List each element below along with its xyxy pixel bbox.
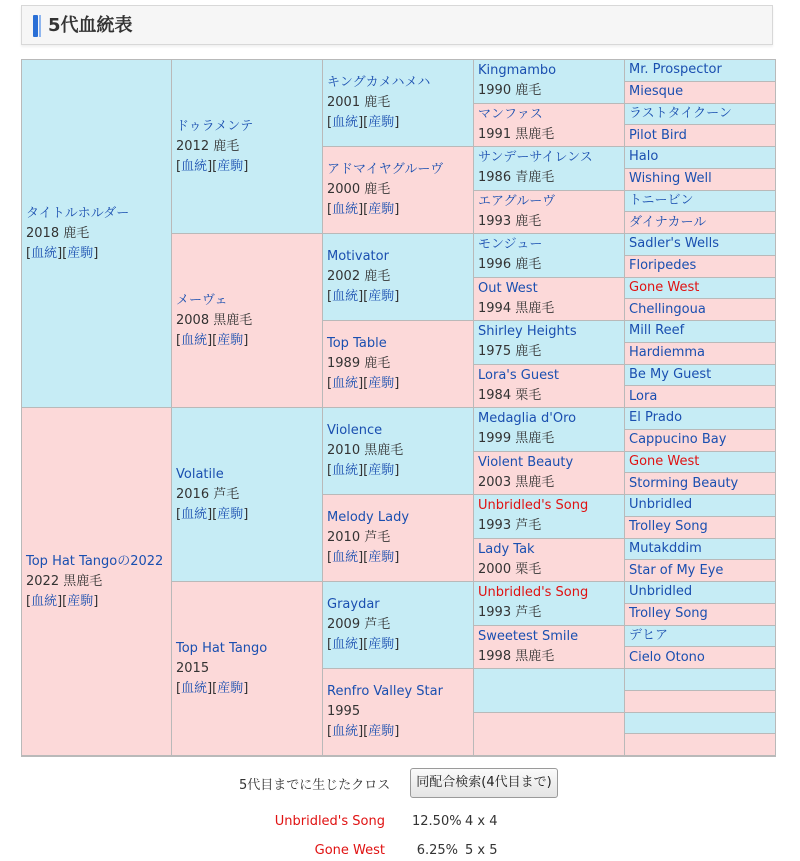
horse-name-link[interactable]: El Prado	[629, 410, 683, 426]
gen3-cell	[323, 321, 474, 408]
horse-name-link[interactable]: Trolley Song	[629, 606, 708, 622]
horse-name-link[interactable]: Storming Beauty	[629, 475, 739, 491]
horse-name-link[interactable]: Wishing Well	[629, 171, 712, 187]
gen4-cell	[474, 104, 625, 148]
cross-percent: 6.25%	[416, 843, 458, 858]
gen2-cell	[172, 408, 323, 582]
horse-name-link[interactable]: Floripedes	[629, 258, 697, 274]
offspring-link[interactable]: 産駒	[217, 332, 244, 348]
gen5-cell	[625, 147, 776, 169]
horse-name-link[interactable]: モンジュー	[478, 237, 543, 253]
gen3-cell	[323, 60, 474, 147]
pedigree-link[interactable]: 血統	[332, 463, 359, 478]
gen5-cell	[625, 191, 776, 213]
horse-year-color: 2002 鹿毛	[327, 269, 391, 284]
gen5-cell	[625, 299, 776, 321]
gen5-cell	[625, 234, 776, 256]
offspring-link[interactable]: 産駒	[217, 680, 244, 696]
cross-row	[0, 812, 800, 832]
horse-name-link[interactable]: サンデーサイレンス	[478, 150, 593, 166]
cross-horse-link[interactable]: Unbridled's Song	[274, 814, 385, 829]
gen4-cell	[474, 495, 625, 539]
horse-year-color: 1999 黒鹿毛	[478, 431, 555, 447]
horse-name-link[interactable]: Motivator	[327, 249, 389, 264]
horse-name-link[interactable]: Mutakddim	[629, 540, 702, 556]
pedigree-link[interactable]: 血統	[181, 158, 208, 174]
gen4-cell	[474, 365, 625, 409]
horse-name-link[interactable]: Top Table	[327, 336, 387, 351]
gen5-cell	[625, 60, 776, 82]
horse-year-color: 2022 黒鹿毛	[26, 573, 103, 589]
horse-year-color: 1991 黒鹿毛	[478, 126, 555, 142]
gen3-cell	[323, 234, 474, 321]
horse-name-link[interactable]: Gone West	[629, 279, 700, 295]
horse-year-color: 2010 芦毛	[327, 530, 391, 545]
gen1-cell	[22, 60, 172, 408]
horse-links: [血統][産駒]	[26, 245, 99, 261]
horse-year-color: 1995	[327, 704, 361, 719]
horse-links: [血統][産駒]	[176, 680, 249, 696]
horse-name-link[interactable]: Melody Lady	[327, 510, 410, 525]
pedigree-link[interactable]: 血統	[332, 550, 359, 565]
horse-name-link[interactable]: Graydar	[327, 597, 380, 612]
horse-name-link[interactable]: Shirley Heights	[478, 324, 577, 340]
gen5-cell	[625, 365, 776, 387]
gen5-cell	[625, 582, 776, 604]
horse-year-color: 1993 鹿毛	[478, 213, 542, 229]
header-accent-bar-light	[39, 15, 41, 37]
gen5-cell	[625, 125, 776, 147]
gen5-cell	[625, 408, 776, 430]
horse-name-link[interactable]: ダイナカール	[629, 214, 707, 230]
horse-year-color: 1984 栗毛	[478, 387, 542, 403]
pedigree-link[interactable]: 血統	[332, 202, 359, 217]
horse-year-color: 1975 鹿毛	[478, 344, 542, 360]
horse-name-link[interactable]: Top Hat Tango	[176, 640, 268, 656]
gen5-cell	[625, 321, 776, 343]
offspring-link[interactable]: 産駒	[368, 637, 395, 652]
offspring-link[interactable]: 産駒	[368, 376, 395, 391]
horse-name-link[interactable]: Sweetest Smile	[478, 628, 579, 644]
horse-links: [血統][産駒]	[327, 463, 400, 478]
horse-name-link[interactable]: Cielo Otono	[629, 649, 705, 665]
horse-links: [血統][産駒]	[327, 550, 400, 565]
gen4-cell	[474, 582, 625, 626]
gen3-cell	[323, 669, 474, 756]
horse-name-link[interactable]: Top Hat Tangoの2022	[26, 553, 164, 569]
gen4-cell	[474, 669, 625, 713]
gen3-cell	[323, 147, 474, 234]
gen4-cell	[474, 539, 625, 583]
horse-name-link[interactable]: エアグルーヴ	[478, 193, 556, 209]
gen4-cell	[474, 321, 625, 365]
horse-links: [血統][産駒]	[327, 289, 400, 304]
horse-links: [血統][産駒]	[176, 158, 249, 174]
horse-name-link[interactable]: アドマイヤグルーヴ	[327, 162, 444, 177]
gen5-cell	[625, 82, 776, 104]
pedigree-link[interactable]: 血統	[332, 376, 359, 391]
horse-year-color: 2018 鹿毛	[26, 225, 90, 241]
gen4-cell	[474, 278, 625, 322]
gen3-cell	[323, 495, 474, 582]
gen4-cell	[474, 713, 625, 757]
offspring-link[interactable]: 産駒	[368, 202, 395, 217]
pedigree-link[interactable]: 血統	[181, 332, 208, 348]
gen2-cell	[172, 582, 323, 756]
cross-label: 5代目までに生じたクロス	[239, 778, 391, 793]
horse-year-color: 1993 芦毛	[478, 518, 542, 534]
page-title: 5代血統表	[48, 15, 133, 36]
horse-year-color: 2012 鹿毛	[176, 138, 240, 154]
horse-name-link[interactable]: Cappucino Bay	[629, 432, 727, 448]
horse-name-link[interactable]: Medaglia d'Oro	[478, 411, 577, 427]
gen5-cell	[625, 343, 776, 365]
offspring-link[interactable]: 産駒	[368, 115, 395, 130]
horse-name-link[interactable]: Pilot Bird	[629, 127, 687, 143]
cross-generations: 4 x 4	[465, 814, 498, 829]
gen4-cell	[474, 626, 625, 670]
horse-name-link[interactable]: Star of My Eye	[629, 562, 724, 578]
gen5-cell	[625, 604, 776, 626]
section-header	[21, 5, 773, 45]
horse-name-link[interactable]: Unbridled	[629, 497, 693, 513]
gen2-cell	[172, 60, 323, 234]
pedigree-link[interactable]: 血統	[332, 115, 359, 130]
horse-name-link[interactable]: Violence	[327, 423, 383, 438]
horse-links: [血統][産駒]	[26, 593, 99, 609]
gen5-cell	[625, 386, 776, 408]
cross-percent: 12.50%	[412, 814, 462, 829]
horse-name-link[interactable]: Volatile	[176, 466, 224, 482]
gen5-cell	[625, 104, 776, 126]
gen3-cell	[323, 408, 474, 495]
same-mating-search-button[interactable]: 同配合検索(4代目まで)	[410, 768, 558, 798]
pedigree-link[interactable]: 血統	[332, 289, 359, 304]
cross-horse-link[interactable]: Gone West	[314, 843, 385, 858]
horse-name-link[interactable]: マンファス	[478, 106, 543, 122]
gen5-cell	[625, 256, 776, 278]
pedigree-link[interactable]: 血統	[181, 506, 208, 522]
gen5-cell	[625, 278, 776, 300]
horse-name-link[interactable]: デヒア	[629, 627, 669, 643]
gen5-cell	[625, 647, 776, 669]
horse-name-link[interactable]: Hardiemma	[629, 345, 706, 361]
horse-links: [血統][産駒]	[176, 332, 249, 348]
horse-name-link[interactable]: Unbridled's Song	[478, 498, 589, 514]
gen4-cell	[474, 452, 625, 496]
gen4-cell	[474, 60, 625, 104]
horse-links: [血統][産駒]	[327, 115, 400, 130]
horse-name-link[interactable]: トニービン	[629, 192, 694, 208]
pedigree-link[interactable]: 血統	[181, 680, 208, 696]
gen1-cell	[22, 408, 172, 756]
offspring-link[interactable]: 産駒	[67, 593, 94, 609]
horse-name-link[interactable]: Lora's Guest	[478, 367, 559, 383]
horse-name-link[interactable]: Unbridled	[629, 584, 693, 600]
gen5-cell	[625, 669, 776, 691]
gen5-cell	[625, 169, 776, 191]
gen2-cell	[172, 234, 323, 408]
horse-year-color: 1998 黒鹿毛	[478, 648, 555, 664]
horse-year-color: 2009 芦毛	[327, 617, 391, 632]
gen5-cell	[625, 713, 776, 735]
horse-name-link[interactable]: Lady Tak	[478, 541, 535, 557]
horse-name-link[interactable]: Halo	[629, 149, 659, 165]
horse-name-link[interactable]: Sadler's Wells	[629, 236, 719, 252]
gen4-cell	[474, 408, 625, 452]
gen5-cell	[625, 626, 776, 648]
horse-year-color: 1994 黒鹿毛	[478, 300, 555, 316]
offspring-link[interactable]: 産駒	[368, 289, 395, 304]
horse-name-link[interactable]: Lora	[629, 388, 658, 404]
horse-year-color: 1989 鹿毛	[327, 356, 391, 371]
horse-name-link[interactable]: Miesque	[629, 84, 684, 100]
horse-year-color: 2003 黒鹿毛	[478, 474, 555, 490]
gen5-cell	[625, 517, 776, 539]
horse-name-link[interactable]: Unbridled's Song	[478, 585, 589, 601]
header-accent-bar	[33, 15, 38, 37]
gen5-cell	[625, 560, 776, 582]
horse-name-link[interactable]: Kingmambo	[478, 63, 557, 79]
horse-year-color: 2000 鹿毛	[327, 182, 391, 197]
gen5-cell	[625, 495, 776, 517]
horse-links: [血統][産駒]	[327, 376, 400, 391]
horse-year-color: 2016 芦毛	[176, 486, 240, 502]
cross-row	[0, 841, 800, 861]
cross-generations: 5 x 5	[465, 843, 498, 858]
gen5-cell	[625, 734, 776, 756]
horse-year-color: 1993 芦毛	[478, 605, 542, 621]
horse-name-link[interactable]: Mill Reef	[629, 323, 685, 339]
gen5-cell	[625, 430, 776, 452]
horse-name-link[interactable]: Gone West	[629, 453, 700, 469]
horse-year-color: 2008 黒鹿毛	[176, 312, 253, 328]
gen4-cell	[474, 234, 625, 278]
horse-year-color: 1986 青鹿毛	[478, 170, 555, 186]
horse-name-link[interactable]: Chellingoua	[629, 301, 706, 317]
horse-links: [血統][産駒]	[327, 724, 400, 739]
pedigree-link[interactable]: 血統	[31, 593, 58, 609]
gen3-cell	[323, 582, 474, 669]
pedigree-link[interactable]: 血統	[332, 724, 359, 739]
horse-name-link[interactable]: キングカメハメハ	[327, 75, 431, 90]
horse-year-color: 2001 鹿毛	[327, 95, 391, 110]
horse-name-link[interactable]: Out West	[478, 280, 538, 296]
horse-name-link[interactable]: Violent Beauty	[478, 454, 574, 470]
gen4-cell	[474, 191, 625, 235]
horse-year-color: 1996 鹿毛	[478, 257, 542, 273]
gen5-cell	[625, 452, 776, 474]
offspring-link[interactable]: 産駒	[368, 550, 395, 565]
offspring-link[interactable]: 産駒	[368, 463, 395, 478]
horse-year-color: 2000 栗毛	[478, 561, 542, 577]
horse-links: [血統][産駒]	[176, 506, 249, 522]
horse-year-color: 2015	[176, 660, 210, 676]
horse-links: [血統][産駒]	[327, 202, 400, 217]
pedigree-link[interactable]: 血統	[31, 245, 58, 261]
horse-name-link[interactable]: タイトルホルダー	[26, 205, 130, 221]
horse-year-color: 2010 黒鹿毛	[327, 443, 404, 458]
gen4-cell	[474, 147, 625, 191]
horse-name-link[interactable]: Mr. Prospector	[629, 62, 722, 78]
horse-name-link[interactable]: Trolley Song	[629, 519, 708, 535]
horse-name-link[interactable]: Be My Guest	[629, 366, 712, 382]
pedigree-link[interactable]: 血統	[332, 637, 359, 652]
horse-links: [血統][産駒]	[327, 637, 400, 652]
gen5-cell	[625, 212, 776, 234]
horse-name-link[interactable]: ラストタイクーン	[629, 105, 732, 121]
pedigree-table	[21, 59, 776, 757]
gen5-cell	[625, 539, 776, 561]
gen5-cell	[625, 473, 776, 495]
horse-year-color: 1990 鹿毛	[478, 83, 542, 99]
offspring-link[interactable]: 産駒	[217, 158, 244, 174]
offspring-link[interactable]: 産駒	[368, 724, 395, 739]
horse-name-link[interactable]: ドゥラメンテ	[176, 118, 254, 134]
horse-name-link[interactable]: メーヴェ	[176, 292, 228, 308]
offspring-link[interactable]: 産駒	[217, 506, 244, 522]
offspring-link[interactable]: 産駒	[67, 245, 94, 261]
gen5-cell	[625, 691, 776, 713]
horse-name-link[interactable]: Renfro Valley Star	[327, 684, 443, 699]
